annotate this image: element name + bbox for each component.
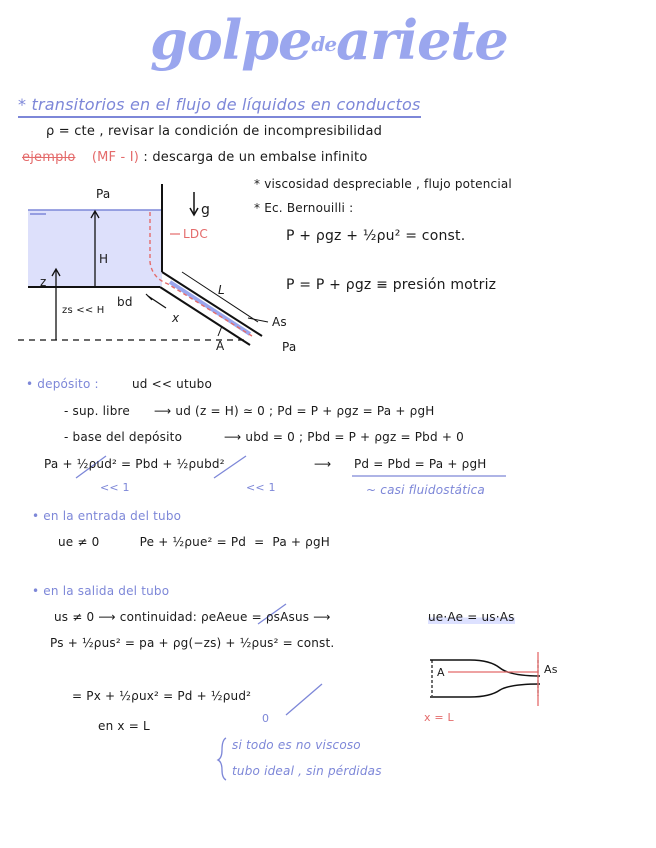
deposito-line3: Pa + ½ρud² = Pbd + ½ρubd² [44, 457, 225, 471]
sketch-label-x: x = L [424, 711, 454, 724]
entrada-heading: • en la entrada del tubo [32, 509, 182, 523]
salida-continuity-result: ue·Ae = us·As [428, 610, 515, 624]
label-pa-bottom: Pa [282, 340, 297, 354]
deposito-note-1: << 1 [100, 481, 130, 494]
entrada-equation: ue ≠ 0 Pe + ½ρue² = Pd = Pa + ρgH [58, 535, 331, 549]
example-line: ejemplo (MF - I) : descarga de un embalse infinito [22, 150, 368, 165]
salida-heading: • en la salida del tubo [32, 584, 170, 598]
label-As: As [272, 315, 287, 329]
deposito-note-fluidostatica: ~ casi fluidostática [366, 483, 485, 497]
note-viscoso: si todo es no viscoso [232, 738, 361, 752]
label-A: A [216, 339, 225, 353]
salida-line1: us ≠ 0 ⟶ continuidad: ρeAeue = ρsAsus ⟶ [54, 610, 331, 624]
label-pa-top: Pa [96, 187, 111, 201]
deposito-line2-label: - base del depósito [64, 430, 183, 444]
bullet-bernoulli: * Ec. Bernouilli : [254, 201, 354, 215]
section-heading: * transitorios en el flujo de líquidos en conductos [18, 97, 421, 113]
deposito-condition: ud << utubo [132, 377, 213, 391]
bullet-viscosity: * viscosidad despreciable , flujo potencial [254, 177, 512, 191]
sketch-label-As: As [544, 663, 558, 676]
salida-line4: en x = L [98, 719, 150, 733]
label-H: H [99, 252, 109, 266]
label-x: x [172, 311, 180, 325]
note-tubo-ideal: tubo ideal , sin pérdidas [232, 764, 382, 778]
deposito-result: Pd = Pbd = Pa + ρgH [354, 457, 487, 471]
deposito-heading: • depósito : [26, 377, 99, 391]
equation-motriz: P = P + ρgz ≡ presión motriz [286, 277, 497, 293]
line-incompressible: ρ = cte , revisar la condición de incompresibilidad [46, 124, 383, 139]
salida-line3: = Px + ½ρux² = Pd + ½ρud² [72, 689, 252, 703]
label-L: L [218, 283, 225, 297]
salida-zero-note: 0 [262, 712, 270, 725]
deposito-line1-eq: ⟶ ud (z = H) ≃ 0 ; Pd = P + ρgz = Pa + ρgH [154, 404, 435, 418]
label-z: z [40, 275, 47, 289]
salida-line2: Ps + ½ρus² = pa + ρg(−zs) + ½ρus² = const. [50, 636, 335, 650]
equation-bernoulli: P + ρgz + ½ρu² = const. [286, 228, 466, 244]
label-ldc: LDC [183, 227, 208, 241]
sketch-label-A: A [437, 666, 445, 679]
deposito-line2-eq: ⟶ ubd = 0 ; Pbd = P + ρgz = Pbd + 0 [224, 430, 464, 444]
page-title: golpedeariete [150, 8, 508, 72]
deposito-note-2: << 1 [246, 481, 276, 494]
label-bd: bd [117, 295, 133, 309]
label-g: g [201, 202, 211, 218]
deposito-arrow: ⟶ [314, 457, 332, 471]
deposito-line1-label: - sup. libre [64, 404, 130, 418]
label-zs: zs << H [62, 305, 105, 316]
